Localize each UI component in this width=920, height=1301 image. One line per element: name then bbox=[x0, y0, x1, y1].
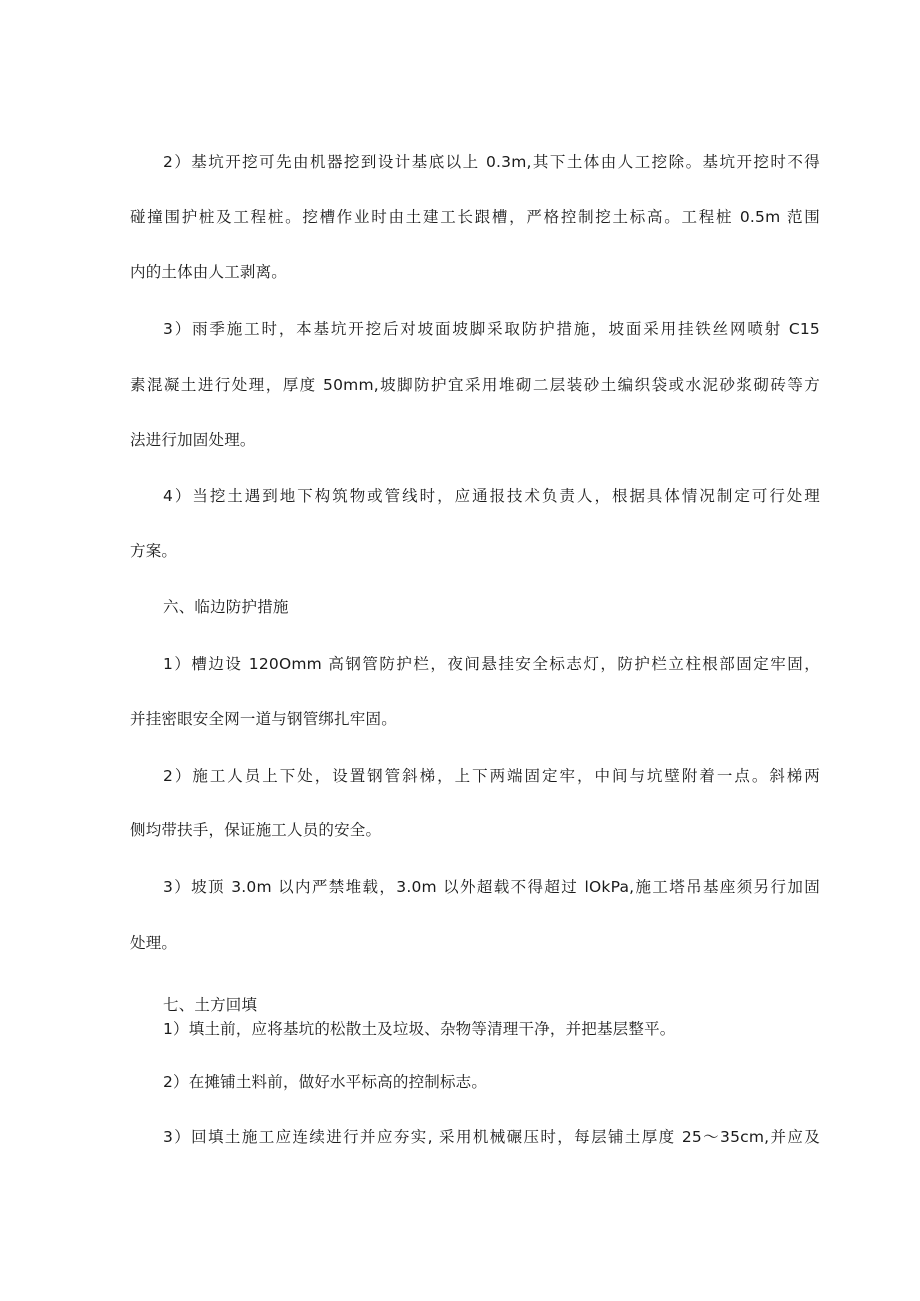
paragraph-line: 内的土体由人工剥离。 bbox=[130, 263, 288, 281]
paragraph-line: 素混凝土进行处理，厚度 50mm,坡脚防护宜采用堆砌二层装砂土编织袋或水泥砂浆砌砖等方 bbox=[130, 376, 820, 394]
paragraph-line: 处理。 bbox=[130, 934, 178, 952]
section-heading: 六、临边防护措施 bbox=[163, 598, 289, 616]
paragraph-line: 2）在摊铺土料前，做好水平标高的控制标志。 bbox=[163, 1073, 488, 1091]
paragraph-line: 3）雨季施工时，本基坑开挖后对坡面坡脚采取防护措施，坡面采用挂铁丝网喷射 C15 bbox=[163, 320, 820, 338]
paragraph-line: 2）施工人员上下处，设置钢管斜梯，上下两端固定牢，中间与坑壁附着一点。斜梯两 bbox=[163, 767, 820, 785]
paragraph-line: 法进行加固处理。 bbox=[130, 431, 256, 449]
paragraph-line: 3）回填土施工应连续进行并应夯实, 采用机械碾压时，每层铺土厚度 25～35cm,并应及 bbox=[163, 1128, 820, 1146]
paragraph-line: 侧均带扶手，保证施工人员的安全。 bbox=[130, 821, 382, 839]
paragraph-line: 方案。 bbox=[130, 542, 178, 560]
paragraph-line: 1）槽边设 120Omm 高钢管防护栏，夜间悬挂安全标志灯，防护栏立柱根部固定牢固， bbox=[163, 655, 820, 673]
paragraph-line: 1）填土前，应将基坑的松散土及垃圾、杂物等清理干净，并把基层整平。 bbox=[163, 1020, 676, 1038]
paragraph-line: 2）基坑开挖可先由机器挖到设计基底以上 0.3m,其下土体由人工挖除。基坑开挖时不得 bbox=[163, 153, 820, 171]
section-heading: 七、土方回填 bbox=[163, 996, 258, 1014]
paragraph-line: 碰撞围护桩及工程桩。挖槽作业时由土建工长跟槽，严格控制挖土标高。工程桩 0.5m 范围 bbox=[130, 208, 820, 226]
paragraph-line: 4）当挖土遇到地下构筑物或管线时，应通报技术负责人，根据具体情况制定可行处理 bbox=[163, 487, 820, 505]
paragraph-line: 并挂密眼安全网一道与钢管绑扎牢固。 bbox=[130, 710, 397, 728]
paragraph-line: 3）坡顶 3.0m 以内严禁堆载，3.0m 以外超载不得超过 lOkPa,施工塔吊基座须另行加固 bbox=[163, 878, 820, 896]
